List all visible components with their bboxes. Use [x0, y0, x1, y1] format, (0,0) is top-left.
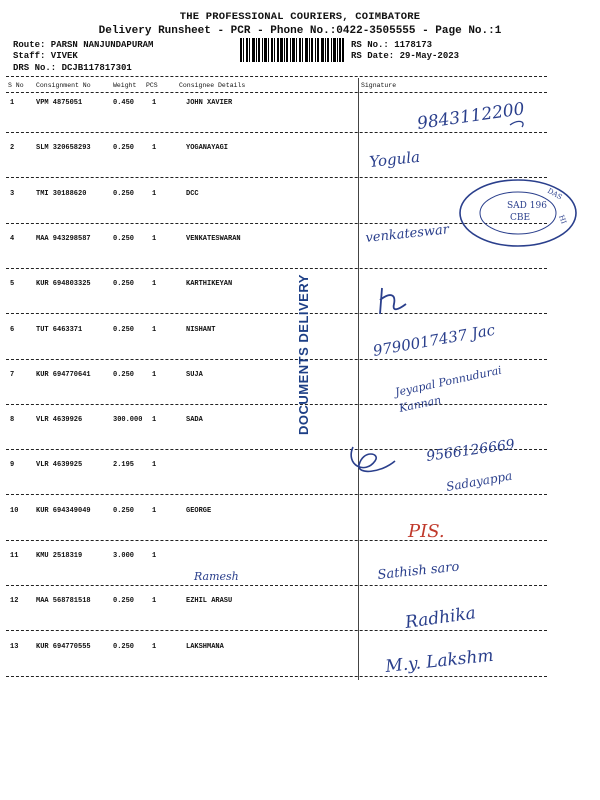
svg-text:CBE: CBE: [510, 213, 531, 223]
header-rule: [6, 92, 547, 93]
svg-text:Ramesh: Ramesh: [194, 570, 239, 583]
row-sno: 6: [10, 325, 15, 334]
row-consignee: EZHIL ARASU: [186, 597, 233, 606]
row-consignee: SUJA: [186, 370, 203, 379]
row-consignee: SADA: [186, 416, 203, 425]
row-consignment: KMU 2518319: [36, 552, 83, 560]
row-consignment: VLR 4639926: [36, 416, 83, 425]
col-sno: S No: [8, 82, 24, 89]
row-consignment: KUR 694770641: [36, 370, 91, 379]
row-sno: 8: [10, 416, 15, 425]
handwritten-consignee-11: [190, 558, 290, 588]
row-sno: 7: [10, 370, 15, 379]
row-consignment: MAA 943298587: [36, 234, 91, 243]
row-sno: 5: [10, 280, 15, 289]
svg-text:PIS.: PIS.: [408, 521, 445, 542]
handwritten-signatures-1: [360, 95, 550, 180]
col-weight: Weight: [113, 82, 137, 89]
row-weight: 300.000: [113, 416, 143, 425]
row-pcs: 1: [152, 234, 157, 243]
svg-text:Jeyapal Ponnudurai: Jeyapal Ponnudurai: [393, 363, 503, 399]
staff-label: Staff: VIVEK: [13, 51, 78, 61]
company-title: THE PROFESSIONAL COURIERS, COIMBATORE: [179, 11, 421, 23]
row-divider: [6, 268, 547, 269]
row-weight: 0.250: [113, 370, 135, 379]
row-consignee: GEORGE: [186, 506, 212, 515]
col-signature: Signature: [361, 82, 397, 89]
row-pcs: 1: [152, 597, 157, 606]
row-consignment: TUT 6463371: [36, 325, 83, 334]
rs-number: RS No.: 1178173: [351, 40, 433, 50]
barcode-image: [240, 38, 344, 62]
svg-text:SAD 196: SAD 196: [507, 201, 547, 211]
row-consignment: VLR 4639925: [36, 461, 83, 470]
row-consignment: KUR 694349049: [36, 506, 91, 515]
row-pcs: 1: [152, 416, 157, 425]
row-weight: 0.250: [113, 325, 135, 334]
row-consignment: SLM 320658293: [36, 144, 91, 153]
row-weight: 3.000: [113, 552, 135, 560]
row-sno: 10: [10, 506, 19, 515]
row-consignee: LAKSHMANA: [186, 642, 224, 651]
svg-text:9843112200: 9843112200: [415, 99, 526, 134]
row-pcs: 1: [152, 144, 157, 153]
row-pcs: 1: [152, 370, 157, 379]
handwritten-signatures-2: [360, 210, 520, 255]
svg-text:HI: HI: [557, 213, 568, 226]
runsheet-subtitle: Delivery Runsheet - PCR - Phone No.:0422-3505555 - Page No.:1: [98, 25, 502, 37]
row-consignment: KUR 694770555: [36, 642, 91, 651]
row-consignment: KUR 694803325: [36, 280, 91, 289]
row-sno: 9: [10, 461, 15, 470]
col-consignee: Consignee Details: [179, 82, 246, 89]
row-sno: 1: [10, 99, 15, 107]
row-weight: 0.250: [113, 506, 135, 515]
svg-text:9790017437 Jac: 9790017437 Jac: [371, 320, 497, 360]
svg-text:Kannan: Kannan: [397, 393, 443, 415]
row-pcs: 1: [152, 461, 157, 470]
row-weight: 0.250: [113, 189, 135, 198]
handwritten-signatures-3: [360, 270, 550, 420]
svg-text:Sathish saro: Sathish saro: [376, 559, 461, 583]
row-consignee: JOHN XAVIER: [186, 99, 233, 107]
row-consignee: VENKATESWARAN: [186, 234, 241, 243]
row-weight: 0.250: [113, 144, 135, 153]
drs-number: DRS No.: DCJB117817301: [13, 63, 132, 73]
table-top-rule: [6, 76, 547, 77]
handwritten-signatures-5: [360, 505, 540, 590]
documents-delivery-stamp: DOCUMENTS DELIVERY: [296, 274, 311, 435]
row-pcs: 1: [152, 552, 157, 560]
row-weight: 0.250: [113, 234, 135, 243]
row-sno: 11: [10, 552, 19, 560]
row-sno: 3: [10, 189, 15, 198]
row-consignee: DCC: [186, 189, 199, 198]
signature-divider: [358, 78, 359, 680]
handwritten-signatures-6: [380, 590, 550, 685]
row-consignment: MAA 568781518: [36, 597, 91, 606]
row-consignee: KARTHIKEYAN: [186, 280, 233, 289]
row-pcs: 1: [152, 99, 157, 107]
row-sno: 2: [10, 144, 15, 153]
row-pcs: 1: [152, 325, 157, 334]
row-consignment: VPM 4875051: [36, 99, 83, 107]
row-weight: 0.250: [113, 597, 135, 606]
col-consignment: Consignment No: [36, 82, 91, 89]
svg-text:M.y. Lakshm: M.y. Lakshm: [384, 645, 495, 677]
row-sno: 13: [10, 642, 19, 651]
svg-text:venkateswar: venkateswar: [364, 222, 450, 246]
row-pcs: 1: [152, 189, 157, 198]
row-consignee: YOGANAYAGI: [186, 144, 229, 153]
row-weight: 0.250: [113, 280, 135, 289]
svg-text:Yogula: Yogula: [368, 147, 421, 171]
svg-text:9566126669: 9566126669: [425, 436, 516, 465]
row-weight: 2.195: [113, 461, 135, 470]
svg-text:DAS: DAS: [546, 186, 564, 202]
svg-text:Radhika: Radhika: [403, 603, 478, 633]
svg-text:Sadayappa: Sadayappa: [445, 468, 514, 494]
handwritten-signatures-4: [335, 425, 550, 495]
route-label: Route: PARSN NANJUNDAPURAM: [13, 40, 154, 50]
row-weight: 0.250: [113, 642, 135, 651]
row-pcs: 1: [152, 506, 157, 515]
row-consignment: TMI 30188620: [36, 189, 87, 198]
row-sno: 4: [10, 234, 15, 243]
row-consignee: NISHANT: [186, 325, 216, 334]
col-pcs: PCS: [146, 82, 158, 89]
row-weight: 0.450: [113, 99, 135, 107]
row-sno: 12: [10, 597, 19, 606]
rs-date: RS Date: 29-May-2023: [351, 51, 460, 61]
row-pcs: 1: [152, 280, 157, 289]
row-pcs: 1: [152, 642, 157, 651]
